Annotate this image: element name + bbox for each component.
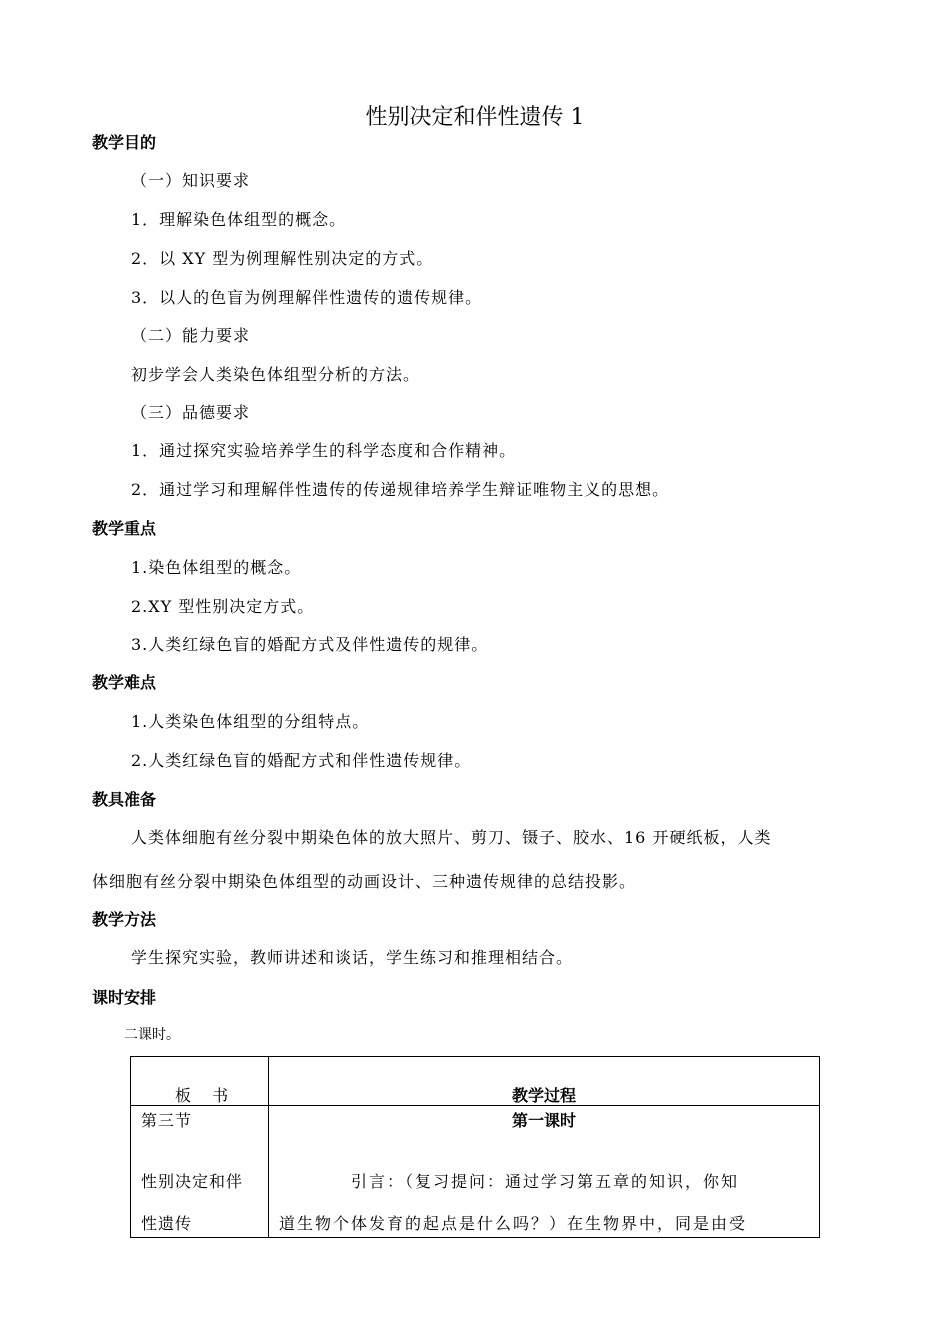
header-board-label: 板 书	[175, 1086, 237, 1105]
materials-text-line: 体细胞有丝分裂中期染色体组型的动画设计、三种遗传规律的总结投影。	[92, 872, 637, 891]
subheading-ability: （二）能力要求	[131, 326, 251, 345]
objective-item: 初步学会人类染色体组型分析的方法。	[131, 365, 421, 384]
process-cell	[269, 1106, 820, 1238]
objective-item: 3．以人的色盲为例理解伴性遗传的遗传规律。	[131, 288, 483, 307]
board-cell	[131, 1106, 269, 1238]
difficulty-item: 2.人类红绿色盲的婚配方式和伴性遗传规律。	[131, 751, 472, 770]
heading-objectives: 教学目的	[92, 133, 157, 152]
lesson-plan-table	[130, 1056, 820, 1238]
process-text-line: 引言：（复习提问：通过学习第五章的知识，你知	[351, 1172, 740, 1191]
key-point-item: 2.XY 型性别决定方式。	[131, 597, 315, 616]
header-cell-process	[269, 1057, 820, 1106]
materials-text-line: 人类体细胞有丝分裂中期染色体的放大照片、剪刀、镊子、胶水、16 开硬纸板，人类	[131, 828, 772, 847]
lesson-period-title: 第一课时	[511, 1111, 576, 1130]
board-topic-line: 性遗传	[141, 1214, 193, 1233]
objective-item: 1．通过探究实验培养学生的科学态度和合作精神。	[131, 441, 517, 460]
board-topic-line: 性别决定和伴	[141, 1172, 244, 1191]
table-header-row	[131, 1057, 820, 1106]
objective-item: 2．以 XY 型为例理解性别决定的方式。	[131, 249, 434, 268]
schedule-text: 二课时。	[124, 1027, 180, 1043]
document-title: 性别决定和伴性遗传 1	[365, 105, 585, 130]
subheading-moral: （三）品德要求	[131, 403, 251, 422]
board-section: 第三节	[141, 1111, 193, 1130]
methods-text: 学生探究实验，教师讲述和谈话，学生练习和推理相结合。	[131, 948, 574, 967]
heading-key-points: 教学重点	[92, 519, 157, 538]
heading-schedule: 课时安排	[92, 988, 157, 1007]
objective-item: 2．通过学习和理解伴性遗传的传递规律培养学生辩证唯物主义的思想。	[131, 480, 670, 499]
header-cell-board	[131, 1057, 269, 1106]
heading-methods: 教学方法	[92, 910, 157, 929]
process-text-line: 道生物个体发育的起点是什么吗？）在生物界中，同是由受	[279, 1214, 748, 1233]
table-row	[131, 1106, 820, 1238]
key-point-item: 3.人类红绿色盲的婚配方式及伴性遗传的规律。	[131, 635, 489, 654]
difficulty-item: 1.人类染色体组型的分组特点。	[131, 712, 370, 731]
heading-difficulties: 教学难点	[92, 673, 157, 692]
subheading-knowledge: （一）知识要求	[131, 171, 251, 190]
heading-materials: 教具准备	[92, 790, 157, 809]
key-point-item: 1.染色体组型的概念。	[131, 558, 302, 577]
header-process-label: 教学过程	[511, 1086, 576, 1105]
objective-item: 1．理解染色体组型的概念。	[131, 210, 347, 229]
